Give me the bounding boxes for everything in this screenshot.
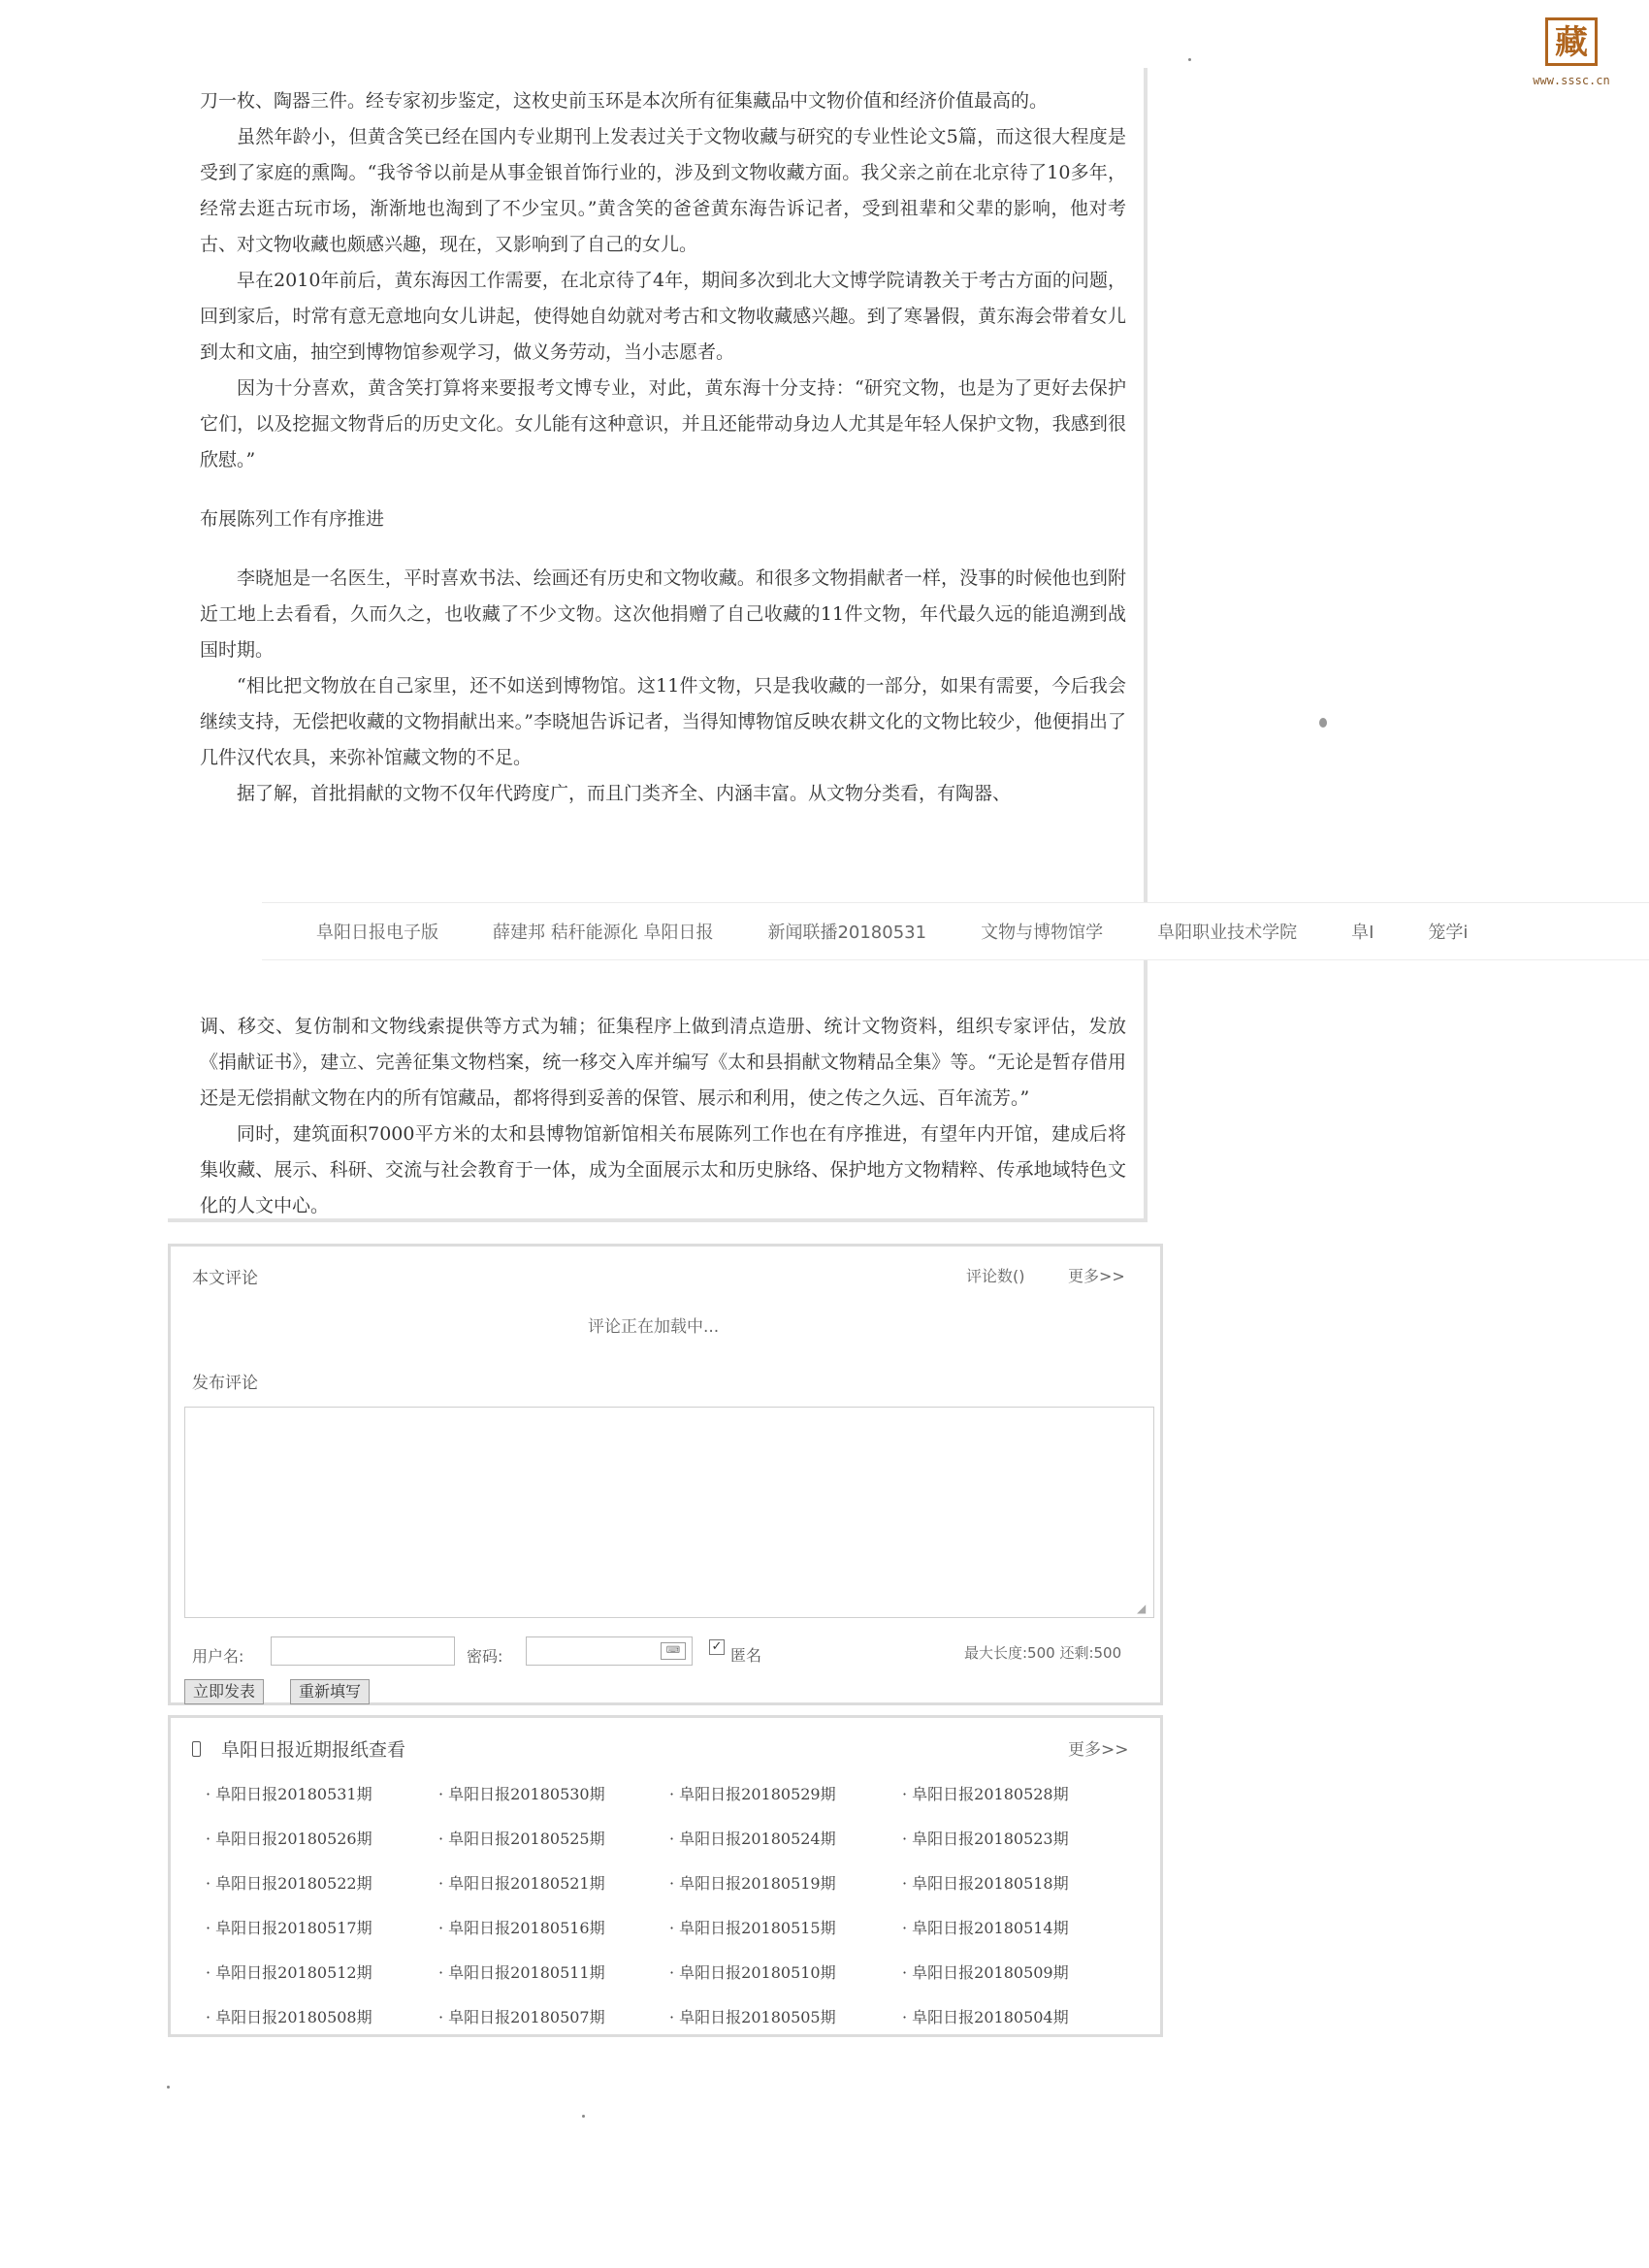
comment-textarea[interactable] (184, 1407, 1154, 1618)
paper-issue-link[interactable]: · 阜阳日报20180519期 (669, 1871, 836, 1894)
paper-issue-link[interactable]: · 阜阳日报20180526期 (206, 1827, 372, 1849)
related-link[interactable]: 阜阳日报电子版 (316, 923, 438, 943)
comment-title: 本文评论 (192, 1269, 258, 1288)
paper-issue-link[interactable]: · 阜阳日报20180529期 (669, 1782, 836, 1804)
article-subheading: 布展陈列工作有序推进 (200, 508, 385, 530)
paper-issue-link[interactable]: · 阜阳日报20180522期 (206, 1871, 372, 1894)
recent-papers-more-link[interactable]: 更多>> (1068, 1740, 1129, 1760)
article-paragraph: 早在2010年前后，黄东海因工作需要，在北京待了4年，期间多次到北大文博学院请教关于考古方面的问题，回到家后，时常有意无意地向女儿讲起，使得她自幼就对考古和文物收藏感兴趣。到了寒暑假，黄东海会带着女儿到太和文庙，抽空到博物馆参观学习，做义务劳动，当小志愿者。 (200, 270, 1126, 363)
scan-speck (582, 2115, 585, 2118)
logo-mark: 藏 (1545, 17, 1598, 66)
site-logo[interactable] (1533, 17, 1610, 87)
paper-issue-link[interactable]: · 阜阳日报20180504期 (902, 2005, 1069, 2027)
paper-issue-link[interactable]: · 阜阳日报20180523期 (902, 1827, 1069, 1849)
paper-issue-link[interactable]: · 阜阳日报20180510期 (669, 1960, 836, 1983)
recent-papers-title: 阜阳日报近期报纸查看 (221, 1739, 406, 1761)
paper-issue-link[interactable]: · 阜阳日报20180525期 (438, 1827, 605, 1849)
paper-issue-link[interactable]: · 阜阳日报20180518期 (902, 1871, 1069, 1894)
article-paragraph: 刀一枚、陶器三件。经专家初步鉴定，这枚史前玉环是本次所有征集藏品中文物价值和经济价值最高的。 (200, 90, 1049, 112)
paper-issue-link[interactable]: · 阜阳日报20180524期 (669, 1827, 836, 1849)
related-link[interactable]: 阜阳职业技术学院 (1157, 923, 1298, 943)
paper-issue-link[interactable]: · 阜阳日报20180514期 (902, 1916, 1069, 1938)
paper-issue-link[interactable]: · 阜阳日报20180511期 (438, 1960, 605, 1983)
submit-comment-button[interactable]: 立即发表 (184, 1679, 264, 1704)
publish-comment-title: 发布评论 (192, 1374, 258, 1393)
article-paragraph: 虽然年龄小，但黄含笑已经在国内专业期刊上发表过关于文物收藏与研究的专业性论文5篇，而这很大程度是受到了家庭的熏陶。“我爷爷以前是从事金银首饰行业的，涉及到文物收藏方面。我父亲之前在北京待了10多年，经常去逛古玩市场，渐渐地也淘到了不少宝贝。”黄含笑的爸爸黄东海告诉记者，受到祖辈和父辈的影响，他对考古、对文物收藏也颇感兴趣，现在，又影响到了自己的女儿。 (200, 126, 1126, 255)
related-link[interactable]: 薛建邦 秸秆能源化 阜阳日报 (493, 923, 714, 943)
article-paragraph: 调、移交、复仿制和文物线索提供等方式为辅；征集程序上做到清点造册、统计文物资料，组织专家评估，发放《捐献证书》，建立、完善征集文物档案，统一移交入库并编写《太和县捐献文物精品全集》等。“无论是暂存借用还是无偿捐献文物在内的所有馆藏品，都将得到妥善的保管、展示和利用，使之传之久远、百年流芳。” (200, 1016, 1126, 1109)
keyboard-icon[interactable]: ⌨ (661, 1642, 686, 1660)
related-link[interactable]: 笼学i (1428, 923, 1469, 943)
paper-issue-link[interactable]: · 阜阳日报20180509期 (902, 1960, 1069, 1983)
paper-issue-link[interactable]: · 阜阳日报20180531期 (206, 1782, 372, 1804)
scan-speck (1319, 718, 1327, 728)
article-paragraph: 据了解，首批捐献的文物不仅年代跨度广，而且门类齐全、内涵丰富。从文物分类看，有陶器、 (237, 783, 1012, 804)
article-paragraph: 李晓旭是一名医生，平时喜欢书法、绘画还有历史和文物收藏。和很多文物捐献者一样，没事的时候他也到附近工地上去看看，久而久之，也收藏了不少文物。这次他捐赠了自己收藏的11件文物，年代最久远的能追溯到战国时期。 (200, 567, 1126, 661)
bullet-icon (192, 1741, 201, 1757)
article-body (200, 83, 1126, 812)
paper-issue-link[interactable]: · 阜阳日报20180530期 (438, 1782, 605, 1804)
comment-count: 评论数() (966, 1267, 1025, 1285)
anonymous-checkbox[interactable]: ✓ (709, 1639, 725, 1655)
scan-speck (1188, 58, 1191, 61)
article-paragraph: 因为十分喜欢，黄含笑打算将来要报考文博专业，对此，黄东海十分支持：“研究文物，也是为了更好去保护它们，以及挖掘文物背后的历史文化。女儿能有这种意识，并且还能带动身边人尤其是年轻人保护文物，我感到很欣慰。” (200, 377, 1126, 470)
article-paragraph: “相比把文物放在自己家里，还不如送到博物馆。这11件文物，只是我收藏的一部分，如果有需要，今后我会继续支持，无偿把收藏的文物捐献出来。”李晓旭告诉记者，当得知博物馆反映农耕文化的文物比较少，他便捐出了几件汉代农具，来弥补馆藏文物的不足。 (200, 675, 1126, 768)
resize-handle-icon[interactable]: ◢ (1137, 1602, 1147, 1615)
password-label: 密码: (467, 1647, 503, 1666)
anonymous-label: 匿名 (730, 1646, 762, 1665)
comment-section (168, 1244, 1163, 1705)
scan-speck (167, 2086, 170, 2089)
paper-issue-link[interactable]: · 阜阳日报20180505期 (669, 2005, 836, 2027)
related-link[interactable]: 阜I (1351, 923, 1374, 943)
logo-url[interactable]: www.sssc.cn (1533, 74, 1610, 87)
paper-issue-link[interactable]: · 阜阳日报20180517期 (206, 1916, 372, 1938)
paper-issue-link[interactable]: · 阜阳日报20180516期 (438, 1916, 605, 1938)
article-box (168, 68, 1148, 1222)
recent-papers-section (168, 1715, 1163, 2037)
paper-issue-link[interactable]: · 阜阳日报20180528期 (902, 1782, 1069, 1804)
paper-issue-link[interactable]: · 阜阳日报20180521期 (438, 1871, 605, 1894)
comment-loading-text: 评论正在加载中... (588, 1317, 720, 1337)
paper-issue-link[interactable]: · 阜阳日报20180512期 (206, 1960, 372, 1983)
article-paragraph: 同时，建筑面积7000平方米的太和县博物馆新馆相关布展陈列工作也在有序推进，有望年内开馆，建成后将集收藏、展示、科研、交流与社会教育于一体，成为全面展示太和历史脉络、保护地方文物精粹、传承地域特色文化的人文中心。 (200, 1123, 1126, 1216)
paper-issue-link[interactable]: · 阜阳日报20180515期 (669, 1916, 836, 1938)
related-links-strip (262, 902, 1649, 960)
username-input[interactable] (271, 1636, 455, 1666)
max-length-text: 最大长度:500 还剩:500 (964, 1644, 1122, 1662)
related-link[interactable]: 新闻联播20180531 (767, 923, 927, 943)
comment-more-link[interactable]: 更多>> (1068, 1267, 1125, 1285)
paper-issue-link[interactable]: · 阜阳日报20180507期 (438, 2005, 605, 2027)
username-label: 用户名: (192, 1647, 244, 1666)
related-link[interactable]: 文物与博物馆学 (981, 923, 1104, 943)
article-body-continued (200, 1009, 1126, 1224)
paper-issue-link[interactable]: · 阜阳日报20180508期 (206, 2005, 372, 2027)
reset-comment-button[interactable]: 重新填写 (290, 1679, 370, 1704)
